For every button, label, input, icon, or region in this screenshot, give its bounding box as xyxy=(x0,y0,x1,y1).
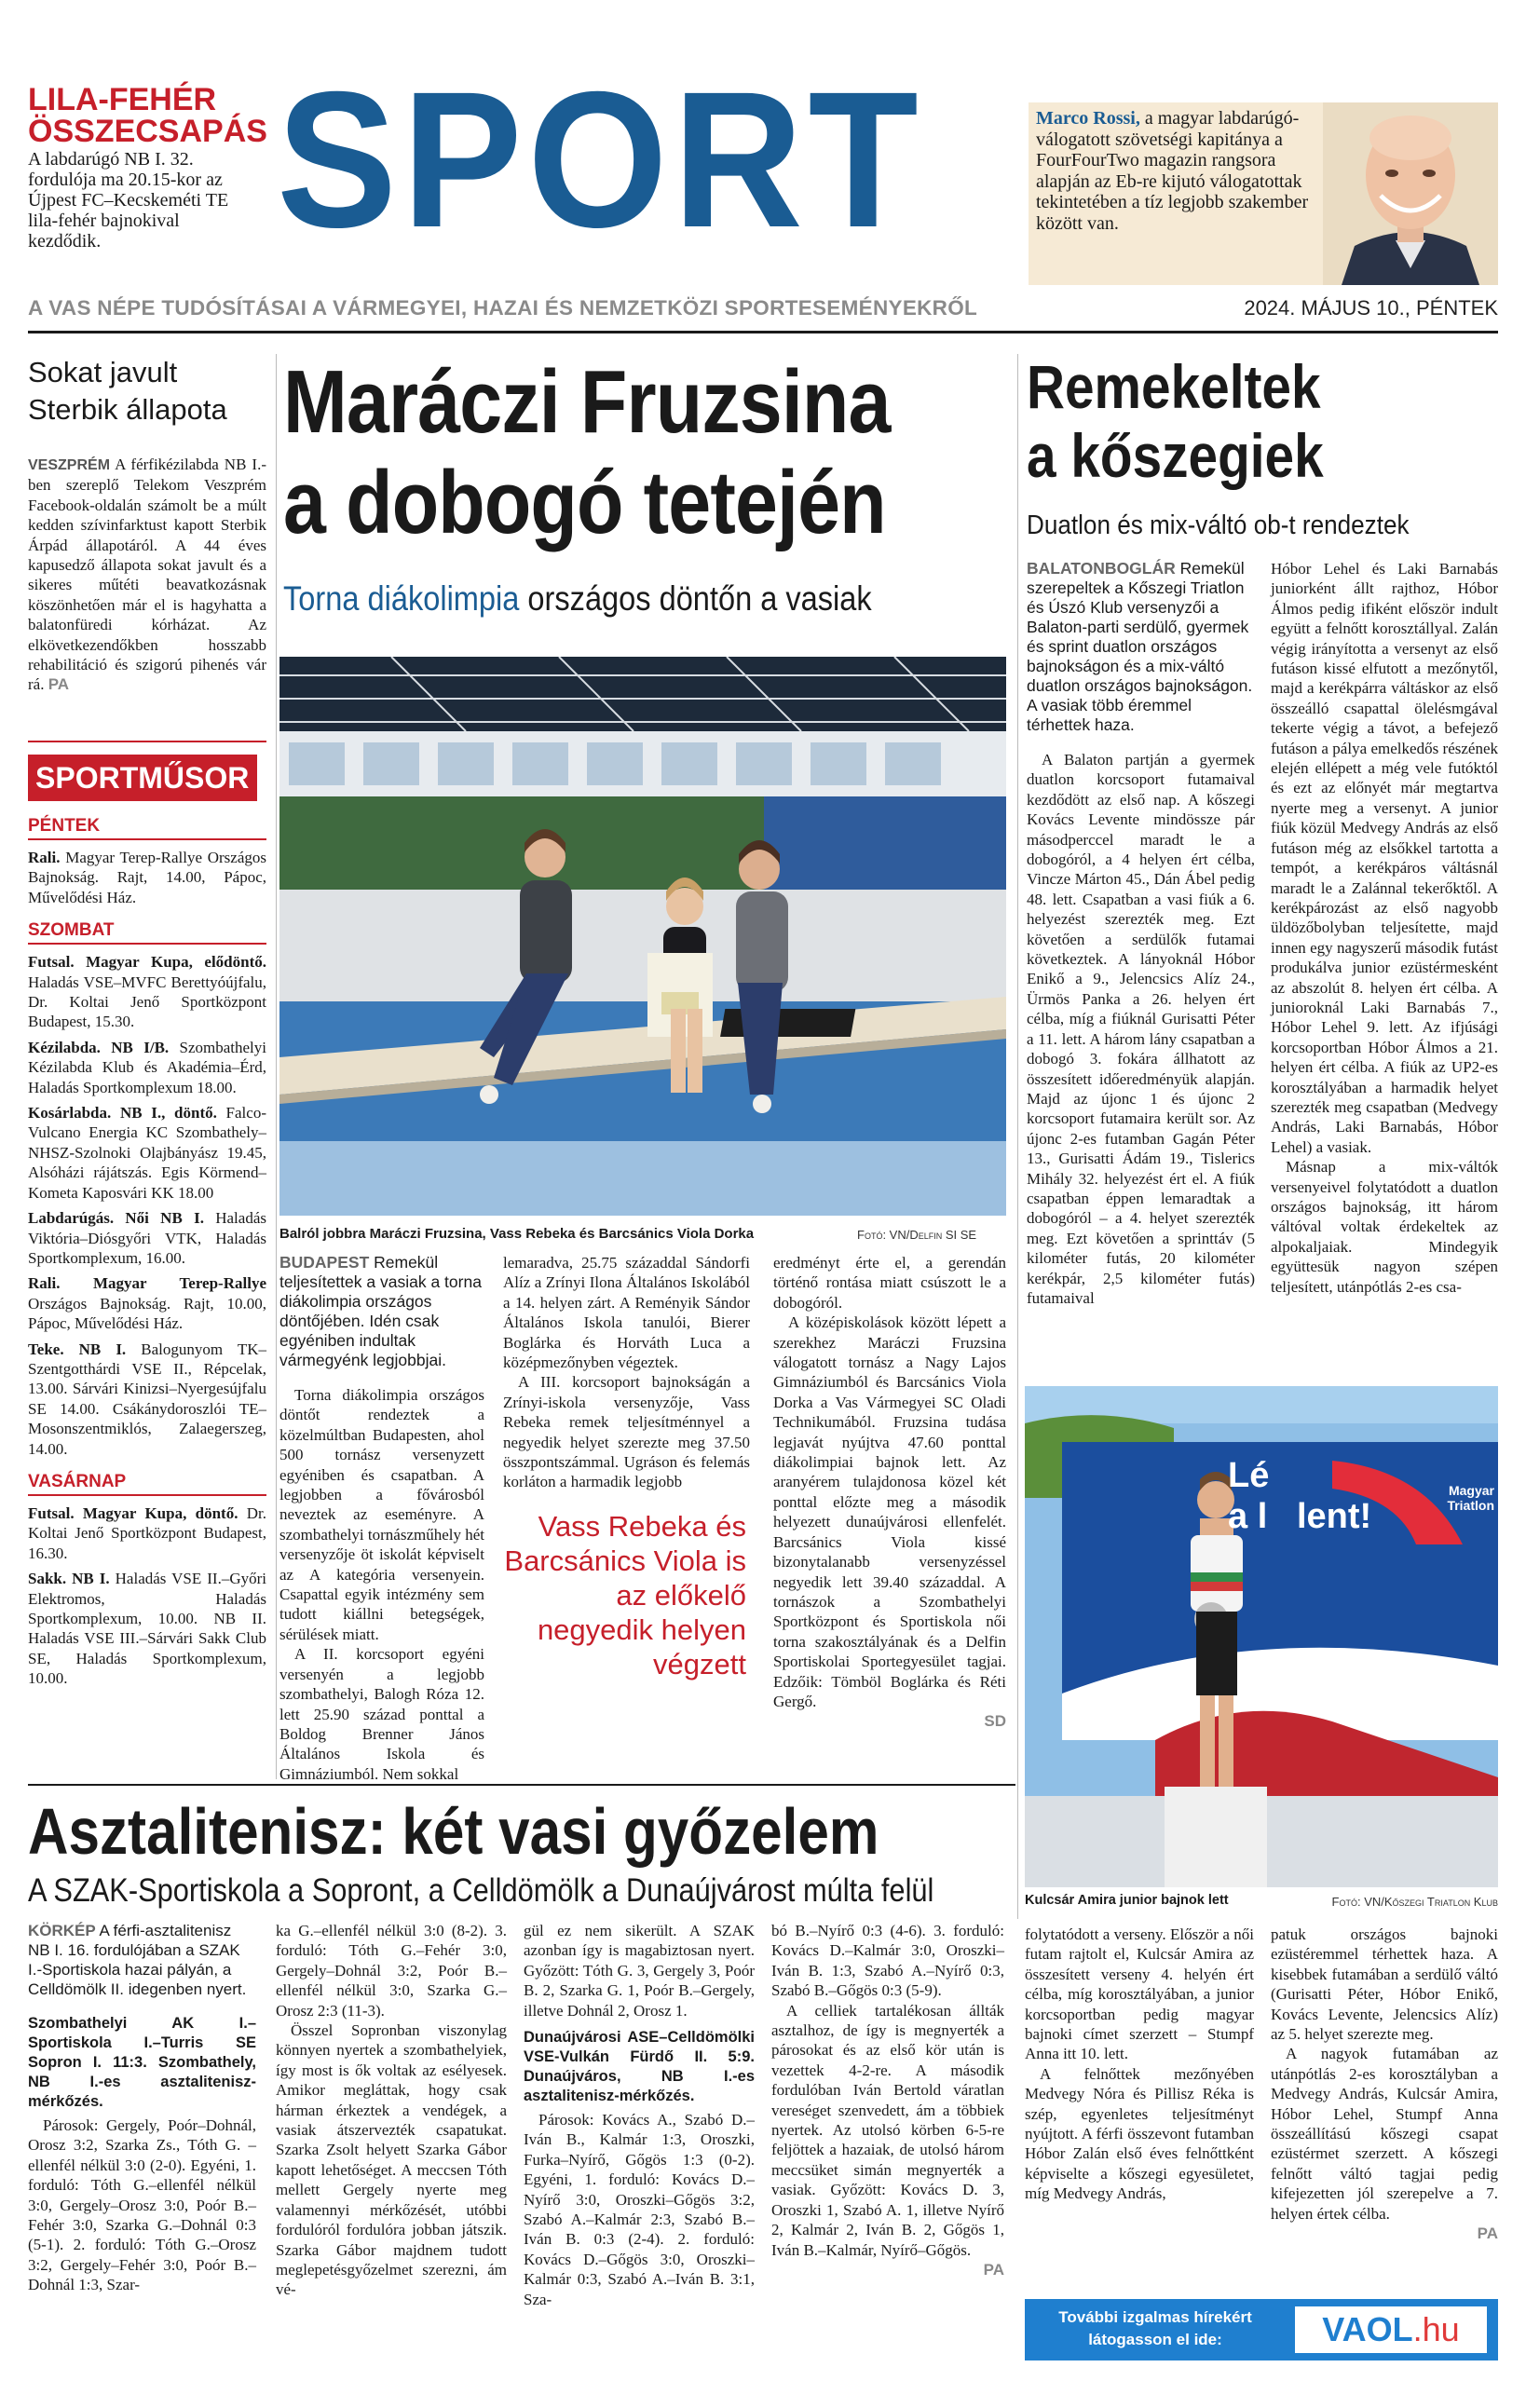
rossi-portrait xyxy=(1323,89,1498,285)
kozsegi-col2: Hóbor Lehel és Laki Barnabás juniorként állt rajthoz, Hóbor Álmos pedig ifiként először indult együtt a felnőtt korosztállyal. Zalán végig irányította a versenyt az első futáson kissé elfutott a mezőnytől, majd a kerékpárra váltáskor az első összeálló csapattal ölelésmgával tekerte végig a távot, a befejező futáson a pálya emelkedős részének elején ellépett a még vele futóktól és ezt az előnyét már megtartva nyerte meg a versenyt. A junior fiúk közül Medvegy András az első futáson még az elsőkkel tartotta a tempót, a kerékpáros váltásnál maradt le a Zalánnal tekerőktől. A kerékpározást az első nagyobb üldözőbolyban teljesítette, majd innen egy nagyszerű második futást produkálva junior ezüstérmesként az abszolút 8. helyen ért célba. A junioroknál Laki Barnabás 7., Hóbor Lehel 9. lett. Az ifjúsági korcsoportban Hóbor Álmos a 21. helyen ért célba. A fiúk az UP2-es korosztályában a harmadik helyet szerezték meg csapatban (Medvegy András, Laki Barnabás, Hóbor Lehel) a vasiak. Másnap a mix-váltók versenyeivel folytatódott a duatlon országos bajnokság, itt három váltóval voltak érdekeltek az alpokaljaiak. Mindegyik együttesük nagyon szépen teljesített, utánpótlás 2-es csa- xyxy=(1271,560,1498,1296)
maraczi-credit: Fotó: VN/Delfin SI SE xyxy=(857,1228,977,1242)
sterbik-title: Sokat javult Sterbik állapota xyxy=(28,356,227,426)
vaol-promo-text: További izgalmas hírekért látogasson el ide: xyxy=(1058,2308,1252,2348)
asztali-col3: gül ez nem sikerült. A SZAK azonban így is magabiztosan nyert. Győzött: Tóth G. 3, Gergely 3, Poór B. 2, Szarka G. 1, Poór B.–Gergely, illetve Dohnál 2, Orosz 1. Dunaújvárosi ASE–Celldömölki VSE-Vulkán Fürdő II. 5:9. Dunaújváros, NB I.-es asztalitenisz-mérkőzés. Párosok: Kovács A., Szabó D.–Iván B., Kalmár 1:3, Oroszki, Furka–Nyírő, Gőgös 1:3 (0-2). Egyéni, 1. forduló: Kovács D.–Nyírő 3:0, Oroszki–Gőgös 3:2, Szabó A.–Kalmár 2:3, Szabó B.–Iván B. 0:3 (2-4). 2. forduló: Kovács D.–Gőgös 3:0, Oroszki–Kalmár 0:3, Szabó A.–Iván B. 3:1, Sza- xyxy=(524,1922,755,2308)
header-rule xyxy=(28,331,1498,333)
maraczi-col3: eredményt érte el, a gerendán történő rontása miatt csúszott le a dobogóról. A középiskolások között lépett a szerekhez Maráczi Fruzsina válogatott tornász a Nagy Lajos Gimnáziumból és Barcsánics Viola Dorka a Vas Vármegyei SC Oladi Technikumából. Fruzsina tudása legjavát nyújtva 47.60 ponttal diákolimpiai bajnok lett. Az aranyérem tulajdonosa közel két ponttal előzte meg a második helyezett dunaújvárosi ellenfelét. Barcsánics Viola kissé bizonytalanabb versenyzéssel negyedik lett 39.40 századdal. A tornászok a Szombathelyi Sportközpont és Sportiskola női torna szakosztályának és a Delfin Sportiskolai Sportegyesület tagjai. Edzőik: Tömböl Boglárka és Réti Gergő. SD xyxy=(773,1254,1006,1731)
col-rule xyxy=(276,354,277,1779)
asztali-col2: ka G.–ellenfél nélkül 3:0 (8-2). 3. forduló: Tóth G.–Fehér 3:0, Gergely–Dohnál 3:2, Poór B.–ellenfél nélkül 3:0, Szarka G.–Orosz 2:3 (11-3). Összel Sopronban viszonylag könnyen nyertek a szombathelyiek, így most is ők voltak az esélyesek. Amikor megláttak, hogy csak hárman érkeztek a vendégek, a vasiak átszervezték csapatukat. Szarka Zsolt helyett Szarka Gábor kapott lehetőséget. A meccsen Tóth mellett Gergely nyerte meg valamennyi mérkőzését, utóbbi fordulóról fordulóra jobban játszik. Szarka Gábor majdnem tudott meglepetésgyőzelmet szerezni, ám vé- xyxy=(276,1922,507,2299)
rossi-text: Marco Rossi, a magyar labdarúgó-válogatott szövetségi kapitánya a FourFourTwo magazin rangsora alapján az Eb-re kijutó válogatottak tekintetében a tíz legjobb szakember között van. xyxy=(1036,108,1309,234)
maraczi-quote: Vass Rebeka és Barcsánics Viola is az előkelő negyedik helyen végzett xyxy=(504,1509,746,1680)
sportmusor-day: PÉNTEK xyxy=(28,816,266,840)
col-rule xyxy=(1017,354,1018,1919)
kozsegi-credit: Fotó: VN/Kőszegi Triatlon Klub xyxy=(1331,1895,1498,1909)
maraczi-col2: lemaradva, 25.75 századdal Sándorfi Alíz a Zrínyi Ilona Általános Iskolából a 14. helyen zárt. A Reményik Sándor Általános Iskola tanulói, Bierer Boglárka és Horváth Luca a középmezőnyben végeztek. A III. korcsoport bajnokságán a Zrínyi-iskola versenyzője, Vass Rebeka remek teljesítménnyel a negyedik helyet szerezte meg 37.50 összpontszámmal. Ugráson és felemás korláton a harmadik legjobb Vass Rebeka és Barcsánics Viola is az előkelő negyedik helyen végzett xyxy=(503,1254,750,1680)
kozsegi-col1: BALATONBOGLÁR Remekül szerepeltek a Kőszegi Triatlon és Úszó Klub versenyzői a Balaton-parti serdülő, gyermek és sprint duatlon országos bajnokságon és a mix-váltó duatlon országos bajnokságon. A vasiak több éremmel térhettek haza. A Balaton partján a gyermek duatlon korcsoport futamaival kezdődött az első nap. A kőszegi Kovács Levente mindössze pár másodperccel maradt le a dobogóról, a 4 helyen ért célba, Vincze Márton 45., Dán Ábel pedig 48. lett. Csapatban a vasi fiúk a 6. helyezést szerezték meg. Ezt követően a serdülők futamai következtek. A lányoknál Hóbor Enikő a 9., Jelencsics Alíz 24., Ürmös Panka a 26. helyen ért célba, míg a fiúknál Gurisatti Péter a 11. lett. A három lány csapatban a dobogó 3. fokára állhatott az összesített időeredményük alapján. Majd az újonc 1 és újonc 2 korcsoport futamaira került sor. Az újonc 2-es futamban Gagán Péter 13., Gurisatti Ádám 19., Tislerics Mihály 32. helyezést ért el. A fiúk csapatban éppen lemaradtak a dobogóról – a 4. helyet szerezték meg. Ezt követően a sprinttáv (5 kilométer futás, 20 kilométer kerékpár, 2,5 kilométer futás) futamaival xyxy=(1027,559,1255,1307)
sportmusor-item: Labdarúgás. Női NB I. Haladás Viktória–Diósgyőri VTK, Haladás Sportkomplexum, 16.00. xyxy=(28,1209,266,1267)
asztali-col4: bó B.–Nyírő 0:3 (4-6). 3. forduló: Kovács D.–Kalmár 3:0, Oroszki–Iván B. 1:3, Szabó A.–Nyírő 0:3, Szabó B.–Gőgös 0:3 (5-9). A celliek tartalékosan állták asztalhoz, de így is megnyerték a párosokat és az első kör után is vezettek 4-2-re. A második fordulóban Iván Bertold váratlan vereséget szenvedett, ám a többiek nyertek. Az utolsó körben 6-5-re feljöttek a hazaiak, de utolsó három meccsüket simán megnyerték a vasiak. Győzött: Kovács D. 3, Oroszki 1, Szabó A. 1, illetve Nyírő 2, Kalmár 2, Iván B. 2, Gőgös 1, Iván B.–Kalmár, Nyírő–Gőgös. PA xyxy=(771,1922,1004,2279)
sportmusor-item: Kézilabda. NB I/B. Szombathelyi Kézilabda Klub és Akadémia–Érd, Haladás Sportkomplexum 18.00. xyxy=(28,1038,267,1096)
sportmusor-item: Rali. Magyar Terep-Rallye Országos Bajnokság. Rajt, 10.00, Pápoc, Művelődési Ház. xyxy=(28,1274,266,1333)
kozsegi-caption: Kulcsár Amira junior bajnok lett xyxy=(1025,1893,1229,1908)
sportmusor-item: Sakk. NB I. Haladás VSE II.–Győri Elektromos, Haladás Sportkomplexum, 10.00. NB II. Haladás VSE III.–Sárvári Sakk Club SE, Haladás Sportkomplexum, 10.00. xyxy=(28,1570,266,1688)
asztali-col1: KÖRKÉP A férfi-asztalitenisz NB I. 16. fordulójában a SZAK I.-Sportiskola hazai pályán, a Celldömölk II. idegenben nyert. Szombathelyi AK I.–Sportiskola I.–Turris SE Sopron I. 11:3. Szombathely, NB I.-es asztalitenisz-mérkőzés. Párosok: Gergely, Poór–Dohnál, Orosz 3:2, Szarka Zs., Tóth G. – ellenfél nélkül 3:0 (2-0). Egyéni, 1. forduló: Tóth G.–ellenfél nélkül 3:0, Gergely–Orosz 3:0, Poór B.–Fehér 3:0, Szarka G.–Dohnál 0:3 (5-1). 2. forduló: Tóth G.–Orosz 3:2, Gergely–Fehér 3:0, Poór B.–Dohnál 1:3, Szar- xyxy=(28,1922,256,2294)
masthead: SPORT xyxy=(277,52,924,268)
kozsegi-title: Remekeltek a kőszegiek xyxy=(1027,352,1324,490)
kozsegi-subtitle: Duatlon és mix-váltó ob-t rendeztek xyxy=(1027,510,1410,540)
kozsegi-banner-brand: Magyar Triatlon xyxy=(1447,1483,1494,1513)
kozsegi-col3: folytatódott a verseny. Először a női futam rajtolt el, Kulcsár Amira az összesített verseny 4. helyén ért célba, míg korosztályában, a junior korcsoportban pedig magyar bajnoki címet szerzett – Stumpf Anna itt 10. lett. A felnőttek mezőnyében Medvegy Nóra és Pillisz Réka is szép, egyenletes teljesítményt nyújtott. A férfi összevont futamban Hóbor Zalán első éves felnőttként képviselte a kőszegi egyesületet, míg Medvegy András, xyxy=(1025,1925,1254,2203)
sportmusor-item: Teke. NB I. Balogunyom TK–Szentgotthárdi VSE II., Répcelak, 13.00. Sárvári Kinizsi–Nyergesújfalu SE 14.00. Csákánydoroszlói TE–Mosonszentmiklós, Zalaegerszeg, 14.00. xyxy=(28,1340,266,1458)
tagline: A VAS NÉPE TUDÓSÍTÁSAI A VÁRMEGYEI, HAZAI ÉS NEMZETKÖZI SPORTESEMÉNYEKRŐL xyxy=(28,296,978,320)
sportmusor-day: SZOMBAT xyxy=(28,920,266,945)
sportmusor-day: VASÁRNAP xyxy=(28,1472,266,1496)
sportmusor-item: Futsal. Magyar Kupa, elődöntő. Haladás VSE–MVFC Berettyóújfalu, Dr. Koltai Jenő Sportközpont Budapest, 15.30. xyxy=(28,953,266,1031)
vaol-logo: VAOL.hu xyxy=(1295,2306,1487,2353)
issue-date: 2024. MÁJUS 10., PÉNTEK xyxy=(1244,296,1498,320)
kozsegi-lead: BALATONBOGLÁR Remekül szerepeltek a Kőszegi Triatlon és Úszó Klub versenyzői a Balaton-parti serdülő, gyermek és sprint duatlon országos bajnokságon és a mix-váltó duatlon országos bajnokságon. A vasiak több éremmel térhettek haza. xyxy=(1027,559,1253,734)
maraczi-col1: BUDAPEST Remekül teljesítettek a vasiak a torna diákolimpia országos döntőjében. Idén csak egyéniben indultak vármegyénk legjobbjai. Torna diákolimpia országos döntőt rendeztek a közelmúltban Budapesten, ahol 500 tornász versenyzett egyéniben és csapatban. A legjobben a fővárosból neveztek az eseményre. A szombathelyi tornászműhely hét versenyzője öt iskolát képviselt az A kategória versenyein. Csapattal egyik intézmény sem tudott kiállni betegségek, sérülések miatt. A II. korcsoport egyéni versenyén a legjobb szombathelyi, Balogh Róza 12. lett 25.90 század ponttal a Boldog Brenner János Általános Iskola és Gimnáziumból. Nem sokkal xyxy=(279,1253,484,1783)
teaser-title: LILA-FEHÉR ÖSSZECSAPÁS xyxy=(28,82,267,149)
sportmusor-list xyxy=(28,803,266,1694)
maraczi-subtitle: Torna diákolimpia országos döntőn a vasiak xyxy=(283,579,872,618)
sportmusor-item: Futsal. Magyar Kupa, döntő. Dr. Koltai Jenő Sportközpont Budapest, 16.30. xyxy=(28,1503,267,1562)
kozsegi-banner-text: Lé a l lent! xyxy=(1228,1456,1372,1536)
sterbik-article: VESZPRÉM A férfikézilabda NB I.-ben szereplő Telekom Veszprém Facebook-oldalán számolt be a múlt kedden szívinfarktust kapott Sterbik Árpád állapotáról. A 44 éves kapusedző állapota sokat javult és a sikeres műtéti beavatkozásnak köszönhetően már el is hagyhatta a balatonfüredi kórházat. Az elkövetkezendőkben hosszabb rehabilitáció és szigorú pihenés vár rá. PA xyxy=(28,456,266,694)
maraczi-lead: BUDAPEST Remekül teljesítettek a vasiak a torna diákolimpia országos döntőjében. Idén csak egyéniben indultak vármegyénk legjobbjai. xyxy=(279,1253,482,1369)
section-rule xyxy=(28,1784,1015,1786)
asztali-subtitle: A SZAK-Sportiskola a Sopront, a Celldömölk a Dunaújvárost múlta felül xyxy=(28,1872,934,1909)
sterbik-rule xyxy=(28,741,266,742)
kozsegi-col4: patuk országos bajnoki ezüstéremmel térhettek haza. A kisebbek futamában a serdülő váltó (Gurisatti Péter, Hóbor Enikő, Kovács Levente, Jelencsics Alíz) az 5. helyet szerezte meg. A nagyok futamában az utánpótlás 2-es korosztályban a Medvegy András, Kulcsár Amira, Hóbor Lehel, Stumpf Anna összeállítású kőszegi csapat ezüstérmet szerzett. A kőszegi felnőtt váltó tagjai pedig kifejezetten jól szerepelve a 7. helyen értek célba. PA xyxy=(1271,1925,1498,2243)
sportmusor-badge: SPORTMŰSOR xyxy=(28,755,257,801)
teaser-box xyxy=(28,82,267,252)
maraczi-title: Maráczi Fruzsina a dobogó tetején xyxy=(283,352,891,552)
sportmusor-item: Rali. Magyar Terep-Rallye Országos Bajnokság. Rajt, 14.00, Pápoc, Művelődési Ház. xyxy=(28,849,266,906)
asztali-lead: KÖRKÉP A férfi-asztalitenisz NB I. 16. fordulójában a SZAK I.-Sportiskola hazai pályán, a Celldömölk II. idegenben nyert. xyxy=(28,1922,247,1998)
vaol-promo[interactable] xyxy=(1025,2299,1498,2360)
maraczi-photo xyxy=(279,657,1006,1216)
sportmusor-item: Kosárlabda. NB I., döntő. Falco-Vulcano Energia KC Szombathely–NHSZ-Szolnoki Olajbányász 19.45, Alsóházi rájátszás. Egis Körmend–Kometa Kaposvári KK 18.00 xyxy=(28,1104,266,1202)
teaser-text: A labdarúgó NB I. 32. fordulója ma 20.15-kor az Újpest FC–Kecskeméti TE lila-fehér bajnokival kezdődik. xyxy=(28,149,229,252)
maraczi-caption: Balról jobbra Maráczi Fruzsina, Vass Rebeka és Barcsánics Viola Dorka xyxy=(279,1226,755,1242)
asztali-title: Asztalitenisz: két vasi győzelem xyxy=(28,1795,879,1868)
